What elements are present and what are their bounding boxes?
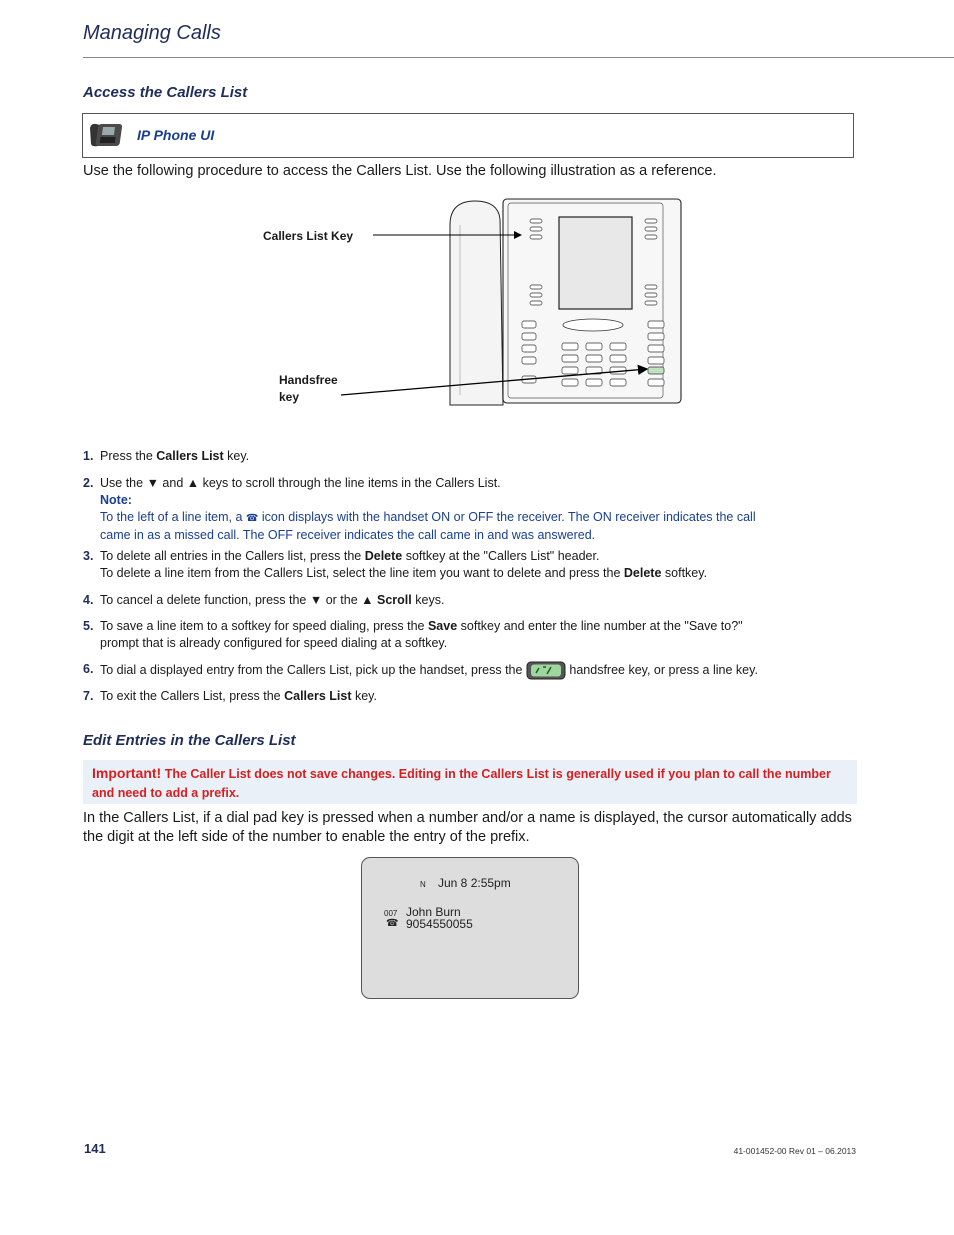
down-arrow-icon: ▼ — [146, 476, 159, 490]
callout-handsfree: Handsfree key — [279, 373, 338, 404]
header-rule — [83, 57, 954, 58]
ip-phone-icon — [87, 120, 127, 150]
phone-illustration — [340, 195, 690, 410]
page-number: 141 — [84, 1141, 106, 1156]
note-text: To the left of a line item, a ☎ icon displays with the handset ON or OFF the receiver. The ON receiver indicates the call came in as a missed call. The OFF receiver indicates the call came in and was answered. — [100, 510, 756, 542]
down-arrow-icon: ▼ — [309, 593, 323, 607]
screen-datetime: Jun 8 2:55pm — [438, 876, 511, 890]
screen-index: 007 — [384, 909, 398, 918]
section-title-access: Access the Callers List — [83, 84, 248, 101]
edit-paragraph: In the Callers List, if a dial pad key is pressed when a number and/or a name is displayed, the cursor automatically adds the digit at the left side of the number to enable the entry of the prefix. — [83, 810, 852, 845]
screen-number: 9054550055 — [406, 917, 473, 931]
ip-phone-ui-box — [82, 113, 854, 158]
up-arrow-icon: ▲ — [186, 476, 200, 490]
section-title-edit: Edit Entries in the Callers List — [83, 732, 296, 749]
handset-icon: ☎ — [386, 918, 399, 929]
doc-id: 41-001452-00 Rev 01 – 06.2013 — [733, 1146, 856, 1156]
important-lead: Important! — [92, 765, 162, 781]
handsfree-key-icon — [526, 661, 566, 680]
handset-icon: ☎ — [245, 513, 259, 524]
callout-callers-list: Callers List Key — [263, 229, 354, 243]
chapter-title: Managing Calls — [83, 22, 221, 44]
screen-name: John Burn — [406, 905, 461, 919]
important-text: The Caller List does not save changes. Editing in the Callers List is generally used if you plan to call the number and need to add a prefix. — [92, 767, 831, 800]
important-box — [83, 760, 857, 804]
ip-phone-ui-label: IP Phone UI — [137, 127, 215, 143]
screen-indicator: N — [420, 880, 426, 889]
note-heading: Note: — [100, 493, 132, 507]
phone-screen — [361, 857, 579, 999]
intro-text: Use the following procedure to access the Callers List. Use the following illustration as a reference. — [83, 163, 717, 179]
up-arrow-icon: ▲ — [361, 593, 374, 607]
